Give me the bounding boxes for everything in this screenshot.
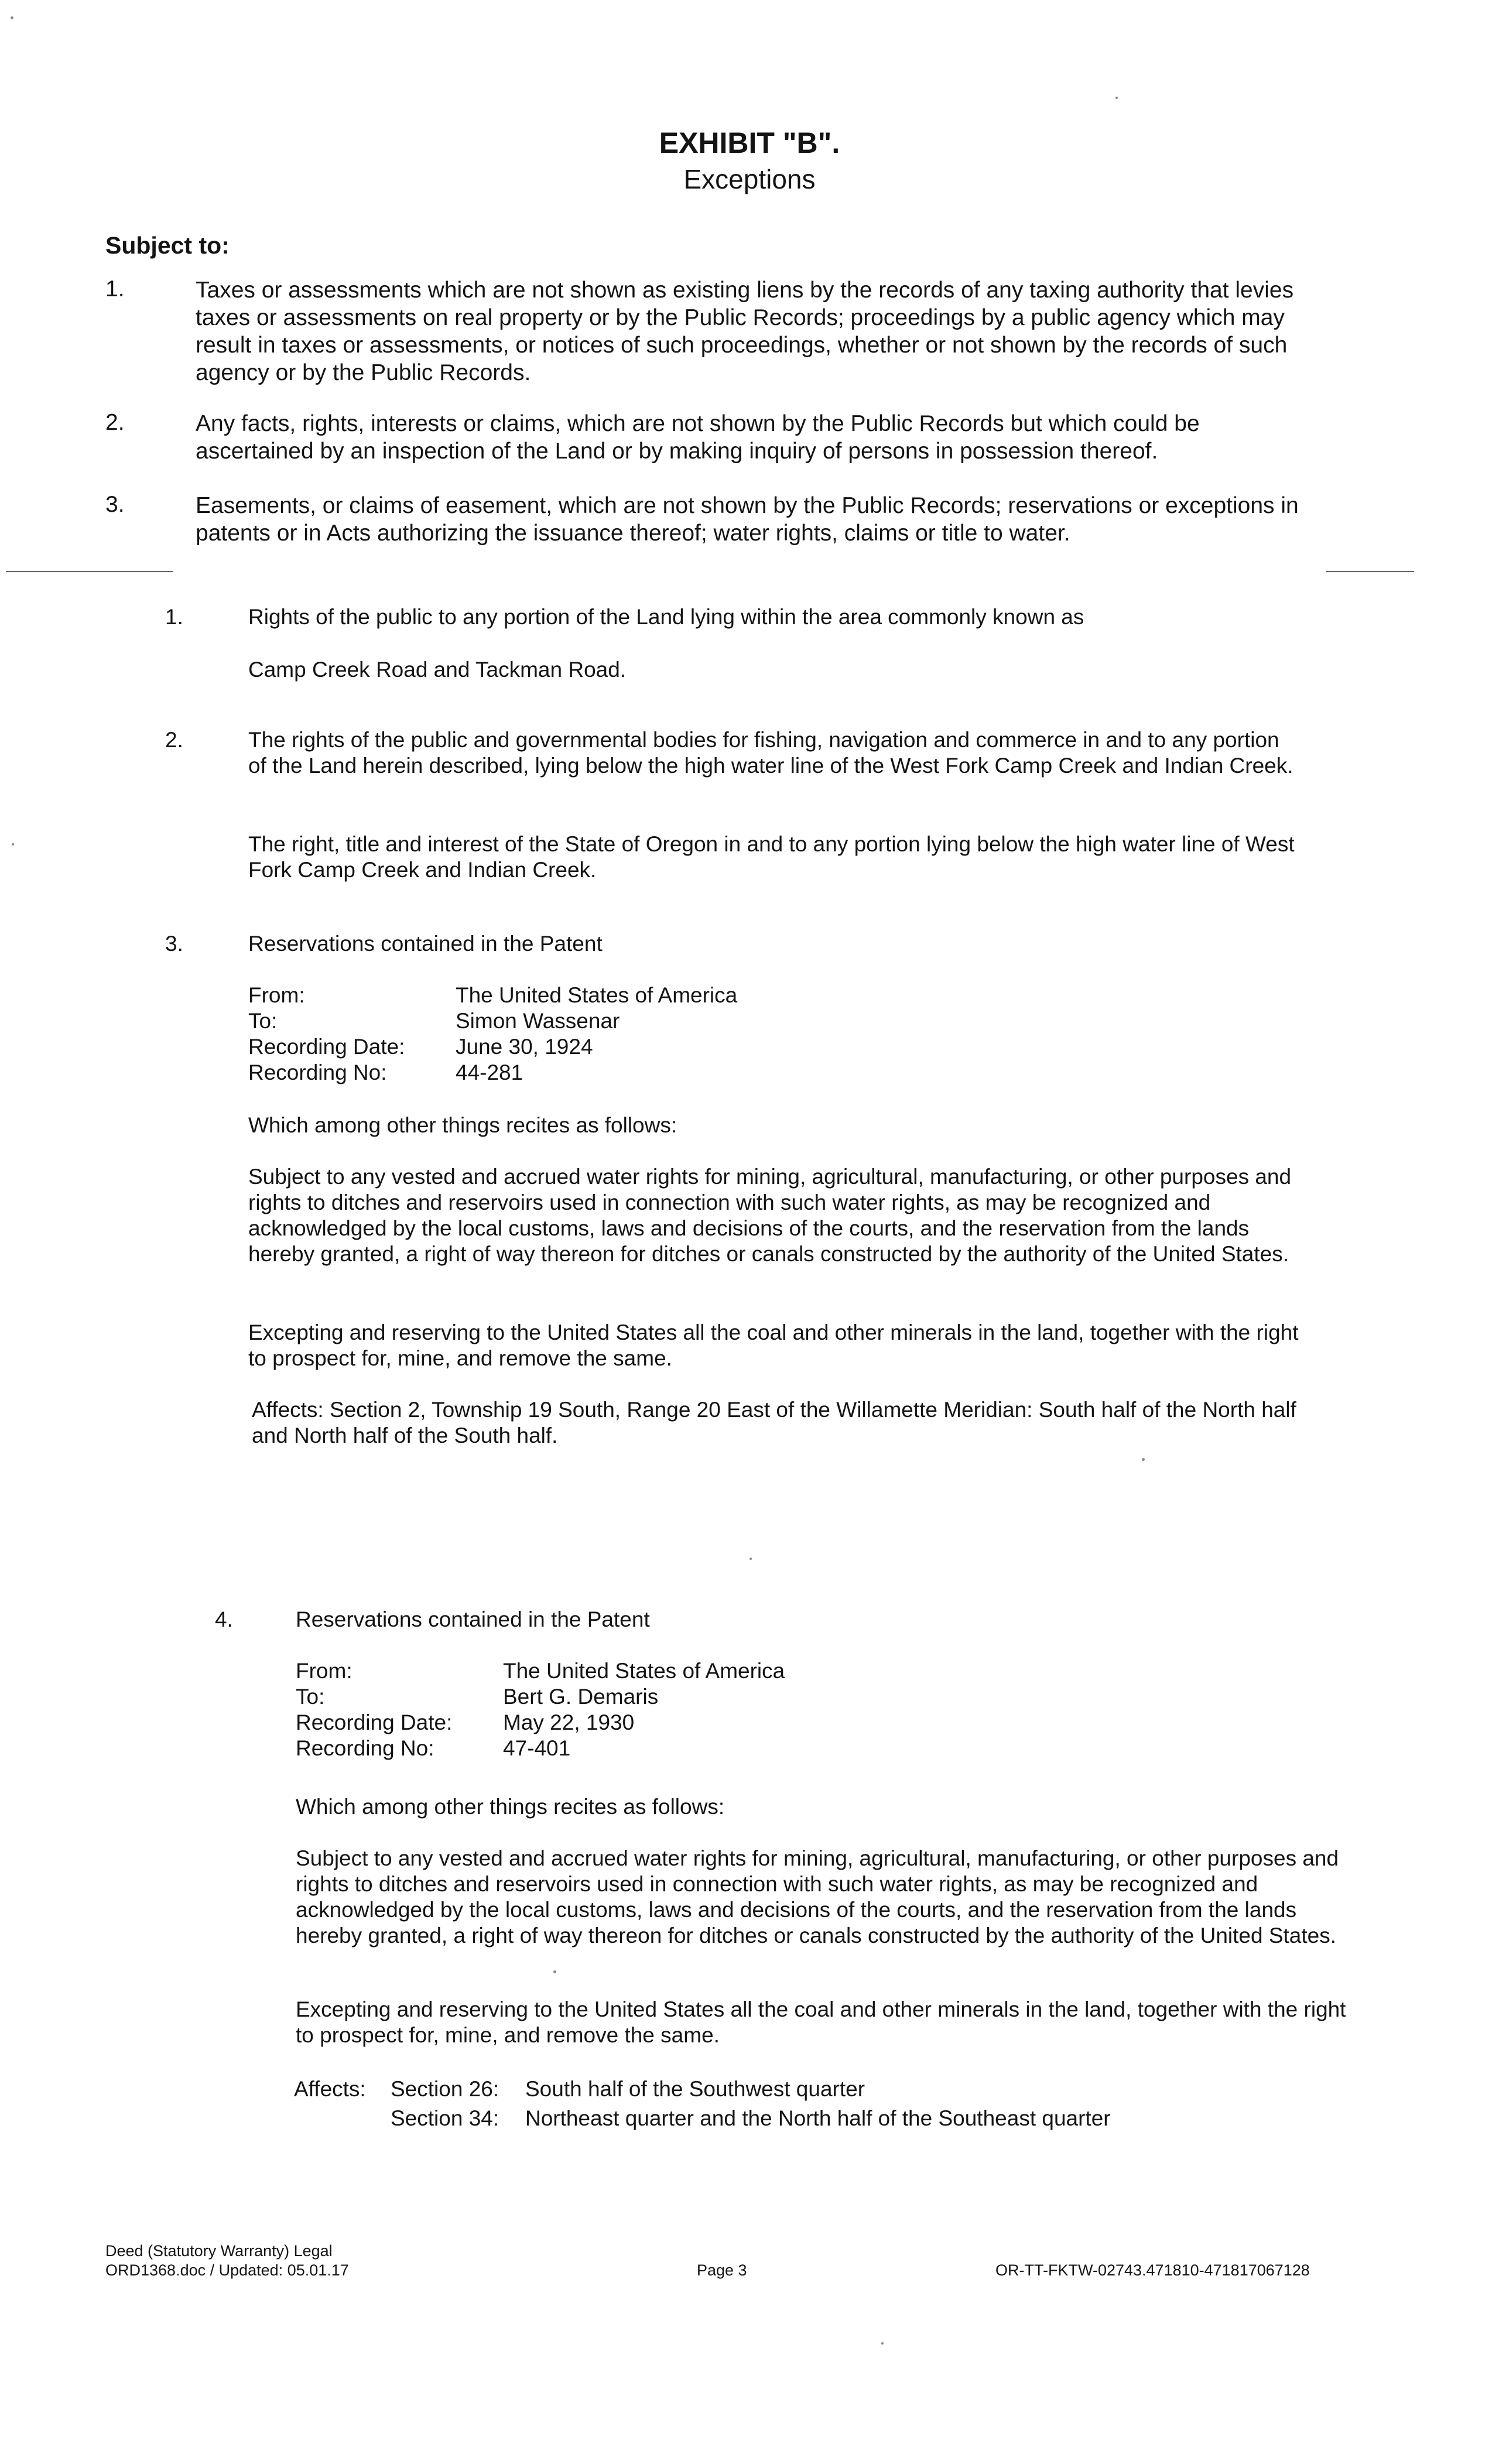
general-exception-number: 1. (105, 276, 125, 302)
special-exception-text: The rights of the public and governmental bodies for fishing, navigation and commerce in and to any portion of the Land herein described, lying below the high water line of the West Fork Camp Creek and Indian Creek. (248, 728, 1293, 778)
patent-detail-row (296, 1710, 785, 1736)
patent-details (248, 983, 737, 1086)
scan-speck (11, 16, 13, 19)
general-exception-text: Taxes or assessments which are not shown as existing liens by the records of any taxing authority that levies taxes or assessments on real property or by the Public Records; proceedings by a public agency which may result in taxes or assessments, or notices of such proceedings, whether or not shown by the records of such agency or by the Public Records. (196, 278, 1294, 385)
patent-detail-row (248, 983, 737, 1008)
patent-detail-row (248, 1060, 737, 1086)
patent-paragraph: Excepting and reserving to the United States all the coal and other minerals in the land, together with the right to prospect for, mine, and remove the same. (248, 1320, 1299, 1370)
footer-page-number: Page 3 (697, 2261, 747, 2279)
patent-detail-value: Simon Wassenar (456, 1009, 620, 1033)
patent-detail-row (248, 1008, 737, 1034)
scan-speck (1142, 1458, 1145, 1461)
footer-doc-line: ORD1368.doc / Updated: 05.01.17 (105, 2261, 349, 2279)
exhibit-title: EXHIBIT "B". (659, 126, 840, 159)
subject-to-heading: Subject to: (105, 232, 230, 259)
affects-section: Section 26: (391, 2077, 499, 2101)
patent-detail-value: June 30, 1924 (456, 1035, 593, 1059)
patent-heading: Reservations contained in the Patent (296, 1607, 650, 1631)
patent-detail-value: 44-281 (456, 1060, 523, 1084)
patent-detail-row (296, 1658, 785, 1684)
scan-speck (12, 843, 14, 846)
patent-recites: Which among other things recites as follows: (296, 1795, 725, 1819)
patent-details (296, 1658, 785, 1761)
patent-affects: Affects: Section 2, Township 19 South, Range 20 East of the Willamette Meridian: South half of the North half and North half of the South half. (252, 1398, 1296, 1447)
special-exception-text: Camp Creek Road and Tackman Road. (248, 658, 627, 682)
footer-doc-line: Deed (Statutory Warranty) Legal (105, 2242, 333, 2260)
special-exception-number: 3. (165, 932, 183, 956)
affects-description: South half of the Southwest quarter (525, 2077, 865, 2101)
patent-detail-row (296, 1684, 785, 1710)
special-exception-text: The right, title and interest of the State of Oregon in and to any portion lying below the high water line of West Fork Camp Creek and Indian Creek. (248, 832, 1295, 882)
footer-reference: OR-TT-FKTW-02743.471810-471817067128 (995, 2261, 1310, 2279)
general-exception-number: 2. (105, 410, 125, 435)
patent-paragraph: Subject to any vested and accrued water rights for mining, agricultural, manufacturing, or other purposes and rights to ditches and reservoirs used in connection with such water rights, as may be recognized and acknowledged by the local customs, laws and decisions of the courts, and the reservation from the lands hereby granted, a right of way thereon for ditches or canals constructed by the authority of the United States. (248, 1165, 1292, 1266)
scan-speck (1115, 97, 1118, 99)
divider-rule (6, 571, 173, 572)
patent-detail-value: The United States of America (456, 983, 738, 1007)
patent-detail-label: To: (248, 1009, 278, 1033)
patent-detail-value: The United States of America (503, 1659, 785, 1683)
patent-detail-row (248, 1034, 737, 1060)
scan-speck (881, 2342, 884, 2345)
patent-detail-label: From: (248, 983, 305, 1007)
affects-section: Section 34: (391, 2106, 499, 2130)
general-exception-text: Any facts, rights, interests or claims, which are not shown by the Public Records but which could be ascertained by an inspection of the Land or by making inquiry of persons in possession thereof. (196, 411, 1200, 464)
divider-rule (1326, 571, 1414, 572)
patent-detail-row (296, 1736, 785, 1761)
patent-affects-label: Affects: (294, 2077, 366, 2101)
general-exception-number: 3. (105, 492, 125, 517)
patent-paragraph: Subject to any vested and accrued water rights for mining, agricultural, manufacturing, or other purposes and rights to ditches and reservoirs used in connection with such water rights, as may be recognized and acknowledged by the local customs, laws and decisions of the courts, and the reservation from the lands hereby granted, a right of way thereon for ditches or canals constructed by the authority of the United States. (296, 1846, 1339, 1948)
patent-detail-label: Recording No: (296, 1736, 434, 1760)
patent-recites: Which among other things recites as follows: (248, 1113, 677, 1137)
exhibit-subtitle: Exceptions (683, 164, 816, 194)
special-exception-text: Rights of the public to any portion of the Land lying within the area commonly known as (248, 605, 1084, 629)
patent-detail-label: Recording Date: (248, 1035, 405, 1059)
patent-paragraph: Excepting and reserving to the United States all the coal and other minerals in the land, together with the right to prospect for, mine, and remove the same. (296, 1997, 1346, 2047)
scan-speck (553, 1970, 556, 1973)
patent-detail-value: May 22, 1930 (503, 1710, 635, 1734)
special-exception-number: 4. (215, 1607, 233, 1631)
affects-description: Northeast quarter and the North half of the Southeast quarter (525, 2106, 1111, 2130)
patent-detail-value: 47-401 (503, 1736, 571, 1760)
special-exception-number: 1. (165, 605, 183, 629)
general-exception-text: Easements, or claims of easement, which are not shown by the Public Records; reservations or exceptions in patents or in Acts authorizing the issuance thereof; water rights, claims or title to water. (196, 493, 1299, 546)
scan-speck (750, 1558, 752, 1560)
patent-detail-label: From: (296, 1659, 352, 1683)
patent-detail-label: To: (296, 1685, 325, 1709)
special-exception-number: 2. (165, 728, 183, 752)
patent-detail-label: Recording Date: (296, 1710, 453, 1734)
patent-heading: Reservations contained in the Patent (248, 932, 603, 956)
patent-detail-value: Bert G. Demaris (503, 1685, 659, 1709)
patent-detail-label: Recording No: (248, 1060, 387, 1084)
